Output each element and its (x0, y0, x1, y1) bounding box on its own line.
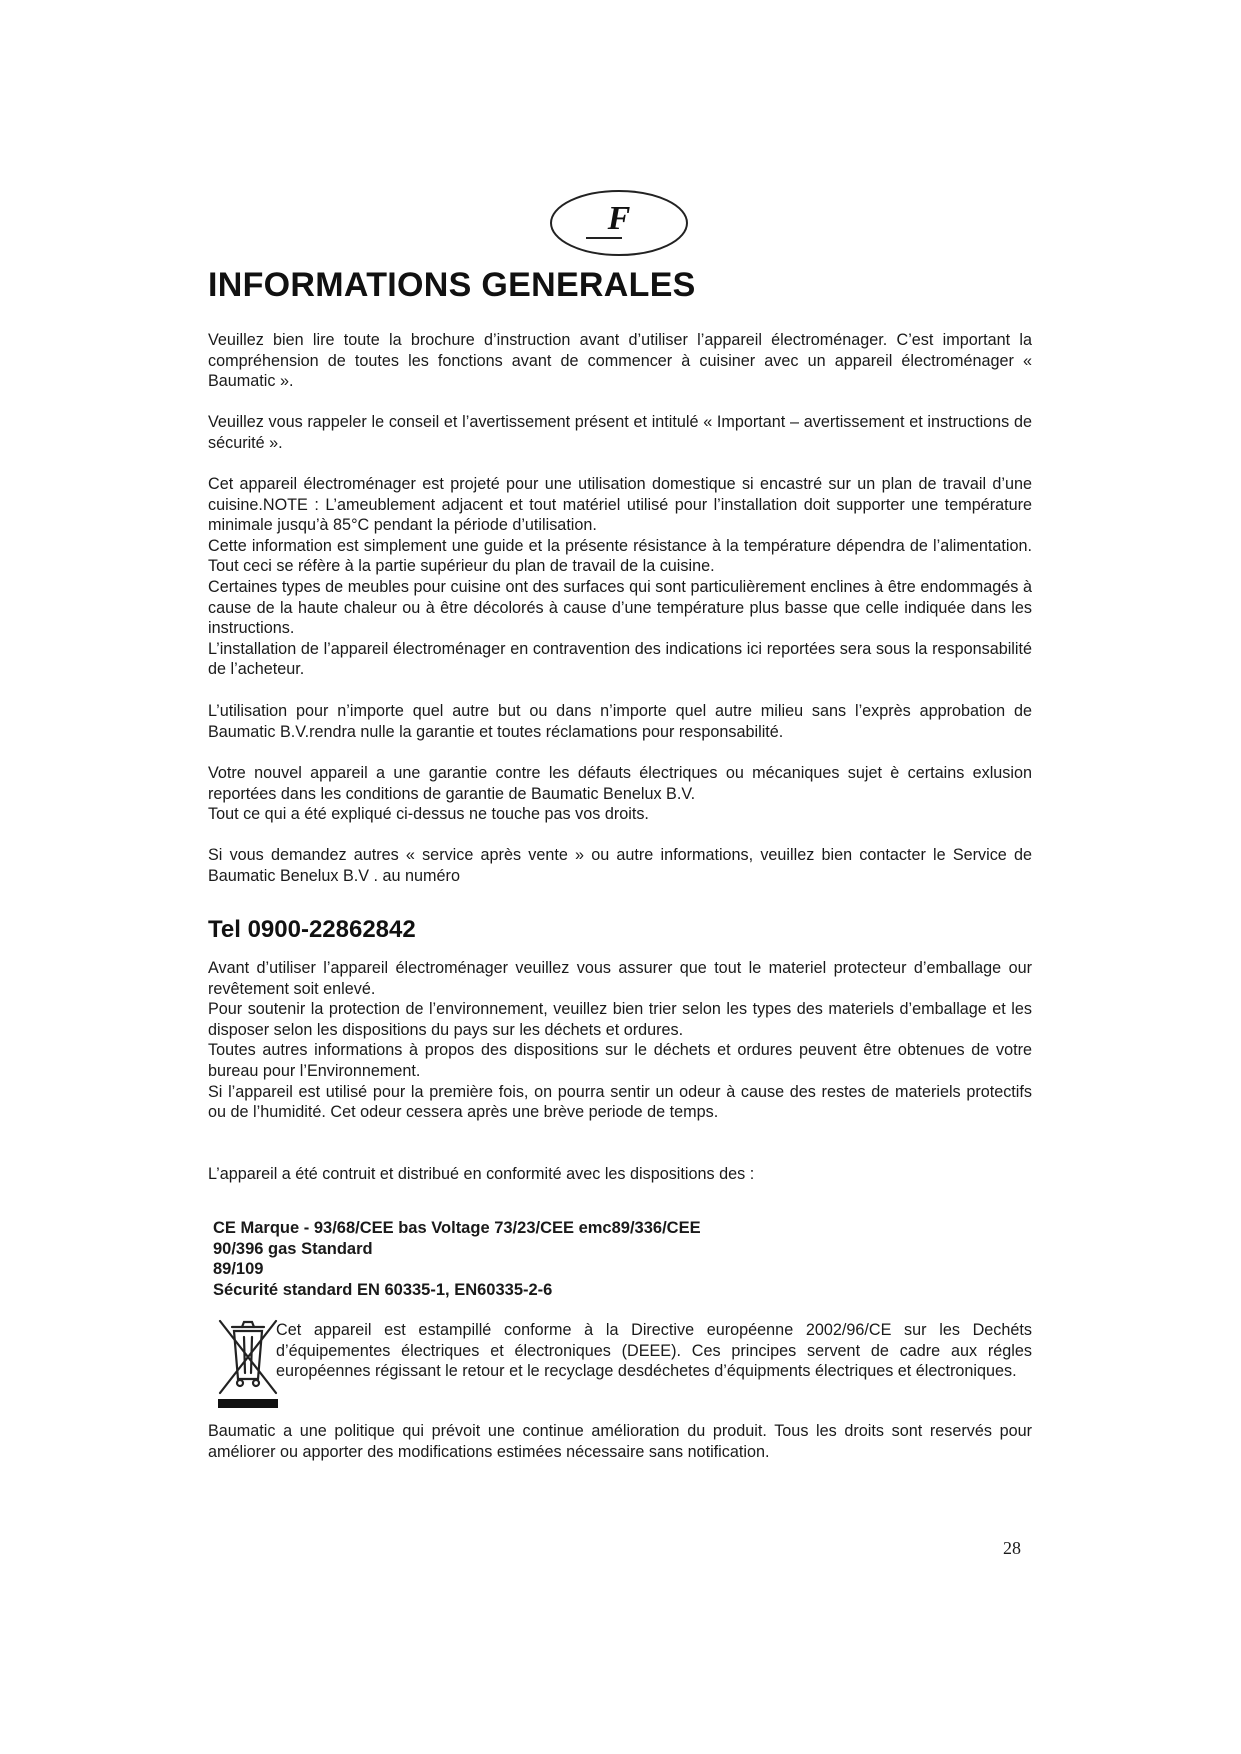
paragraph-read-brochure: Veuillez bien lire toute la brochure d’instruction avant d’utiliser l’appareil électroménager. C’est important la compréhension de toutes les fonctions avant de commencer à cuisiner avec un appareil électroménager « Baumatic ». (208, 331, 1032, 391)
paragraph-first-use-odour: Si l’appareil est utilisé pour la première fois, on pourra sentir un odeur à cause des restes de materiels protectifs ou de l’humidité. Cet odeur cessera après une brève periode de temps. (208, 1082, 1032, 1122)
before-use-section (208, 958, 1032, 1123)
weee-crossed-bin-icon (214, 1313, 282, 1413)
paragraph-domestic-use: Cet appareil électroménager est projeté pour une utilisation domestique si encastré sur un plan de travail d’une cuisine.NOTE : L’ameublement adjacent et tout matériel utilisé pour l’installation doit supporter une température minimale jusqu’à 85°C pendant la période d’utilisation. (208, 475, 1032, 535)
paragraph-rights: Tout ce qui a été expliqué ci-dessus ne touche pas vos droits. (208, 805, 649, 824)
ce-line-3: 89/109 (213, 1260, 264, 1278)
conformity-section (208, 1164, 1032, 1185)
ce-line-1: CE Marque - 93/68/CEE bas Voltage 73/23/CEE emc89/336/CEE (213, 1219, 701, 1237)
paragraph-service-contact: Si vous demandez autres « service après vente » ou autre informations, veuillez bien contacter le Service de Baumatic Benelux B.V . au numéro (208, 846, 1032, 885)
ce-standards (213, 1218, 701, 1300)
paragraph-heat-resistance: Cette information est simplement une guide et la présente résistance à la température dépendra de l’alimentation. Tout ceci se réfère à la partie supérieur du plan de travail de la cuisine. (208, 536, 1032, 576)
paragraph-warranty-void: L’utilisation pour n’importe quel autre but ou dans n’importe quel autre milieu sans l’exprès approbation de Baumatic B.V.rendra nulle la garantie et toutes réclamations pour responsabilité. (208, 702, 1032, 741)
paragraph-weee: Cet appareil est estampillé conforme à la Directive européenne 2002/96/CE sur les Dechéts d’équipementes électriques et électroniques (DEEE). Ces principes servent de cadre aux régles européennes régissant le retour et le recyclage desdéchetes d’équipments électriques et électroniques. (276, 1321, 1032, 1381)
warranty-void-section (208, 701, 1032, 742)
paragraph-policy: Baumatic a une politique qui prévoit une continue amélioration du produit. Tous les droits sont reservés pour améliorer ou apporter des modifications estimées nécessaire sans notification. (208, 1422, 1032, 1461)
ce-line-4: Sécurité standard EN 60335-1, EN60335-2-6 (213, 1280, 553, 1299)
paragraph-conformity: L’appareil a été contruit et distribué en conformité avec les dispositions des : (208, 1165, 755, 1183)
paragraph-remove-packaging: Avant d’utiliser l’appareil électroménager veuillez vous assurer que tout le materiel protecteur d’emballage our revêtement soit enlevé. (208, 959, 1032, 998)
paragraph-waste-info: Toutes autres informations à propos des dispositions sur le déchets et ordures peuvent être obtenues de votre bureau pour l’Environnement. (208, 1041, 1032, 1080)
weee-notice (276, 1320, 1032, 1382)
page-number: 28 (1003, 1538, 1021, 1558)
intro-section (208, 330, 1032, 392)
usage-section (208, 474, 1032, 680)
page-title: INFORMATIONS GENERALES (208, 266, 696, 304)
safety-reminder-section (208, 412, 1032, 453)
paragraph-furniture-surfaces: Certaines types de meubles pour cuisine ont des surfaces qui sont particulièrement enclines à être endommagés à cause de la haute chaleur ou à être décolorés à cause d’une température plus basse que celle indiquée dans les instructions. (208, 577, 1032, 638)
warranty-section (208, 763, 1032, 825)
paragraph-installation-responsibility: L’installation de l’appareil électroménager en contravention des indications ici reportées sera sous la responsabilité de l’acheteur. (208, 639, 1032, 679)
paragraph-safety-reminder: Veuillez vous rappeler le conseil et l’avertissement présent et intitulé « Important – avertissement et instructions de sécurité ». (208, 413, 1032, 452)
service-section (208, 845, 1032, 886)
service-phone-number: Tel 0900-22862842 (208, 916, 416, 943)
language-letter: F (607, 200, 631, 237)
paragraph-environment: Pour soutenir la protection de l’environnement, veuillez bien trier selon les types des materiels d’emballage et les disposer selon les dispositions du pays sur les déchets et ordures. (208, 1000, 1032, 1039)
policy-section (208, 1421, 1032, 1462)
language-badge (548, 188, 690, 258)
ce-line-2: 90/396 gas Standard (213, 1239, 373, 1258)
paragraph-warranty: Votre nouvel appareil a une garantie contre les défauts électriques ou mécaniques sujet è certains exlusion reportées dans les conditions de garantie de Baumatic Benelux B.V. (208, 764, 1032, 803)
